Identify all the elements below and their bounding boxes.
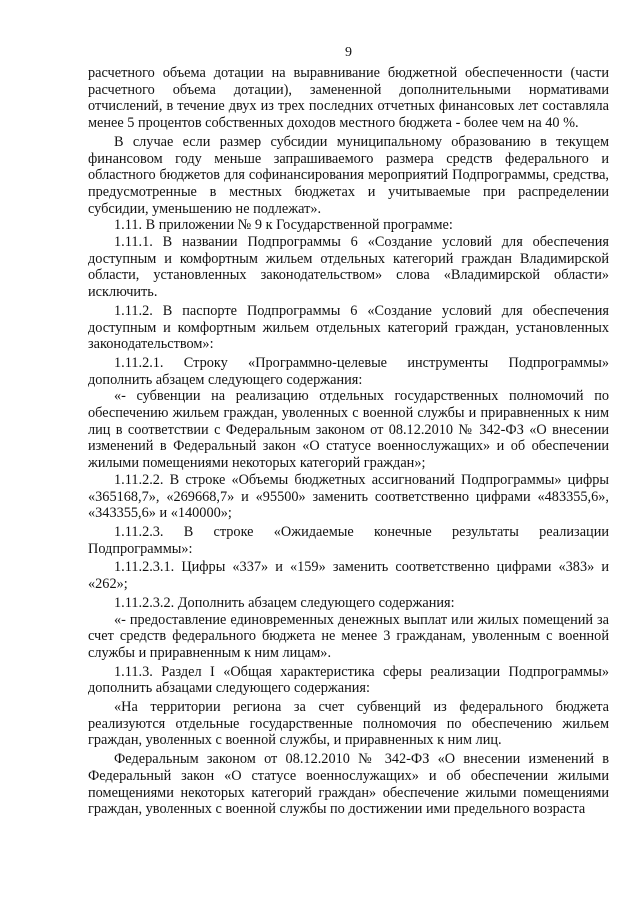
paragraph: 1.11. В приложении № 9 к Государственной программе: — [114, 217, 453, 234]
paragraph: 1.11.2.1. Строку «Программно-целевые инструменты Подпрограммы» дополнить абзацем следующего содержания: — [88, 354, 609, 388]
paragraph: «- субвенции на реализацию отдельных государственных полномочий по обеспечению жильем граждан, уволенных с военной службы и приравненных к ним лиц в соответствии с Федеральным законом от 08.12.2010 № 342-ФЗ «О внесении изменений в Федеральный закон «О статусе военнослужащих» и об обеспечении жилыми помещениями некоторых категорий граждан»; — [88, 388, 609, 472]
paragraph: 1.11.2.3. В строке «Ожидаемые конечные результаты реализации Подпрограммы»: — [88, 523, 609, 557]
paragraph: 1.11.2.3.2. Дополнить абзацем следующего содержания: — [114, 594, 455, 611]
paragraph: В случае если размер субсидии муниципальному образованию в текущем финансовом году меньше запрашиваемого размера средств федерального и областного бюджетов для софинансирования мероприятий Подпрограммы, средства, предусмотренные в местных бюджетах и учитываемые при распределении субсидии, уменьшению не подлежат». — [88, 133, 609, 217]
paragraph: расчетного объема дотации на выравнивание бюджетной обеспеченности (части расчетного объема дотации), замененной дополнительными нормативами отчислений, в течение двух из трех последних отчетных финансовых лет составляла менее 5 процентов собственных доходов местного бюджета - более чем на 40 %. — [88, 65, 609, 132]
page-number: 9 — [345, 45, 352, 60]
document-body — [88, 65, 609, 818]
paragraph: 1.11.1. В названии Подпрограммы 6 «Создание условий для обеспечения доступным и комфортным жильем отдельных категорий граждан Владимирской области, установленных законодательством» слова «Владимирской области» исключить. — [88, 234, 609, 301]
paragraph: «- предоставление единовременных денежных выплат или жилых помещений за счет средств федерального бюджета не менее 3 гражданам, уволенным с военной службы и приравненным к ним лицам». — [88, 611, 609, 661]
paragraph: 1.11.2.2. В строке «Объемы бюджетных ассигнований Подпрограммы» цифры «365168,7», «269668,7» и «95500» заменить соответственно цифрами «483355,6», «343355,6» и «140000»; — [88, 471, 609, 522]
paragraph: 1.11.2. В паспорте Подпрограммы 6 «Создание условий для обеспечения доступным и комфортным жильем отдельных категорий граждан, установленных законодательством»: — [88, 302, 609, 353]
paragraph: 1.11.3. Раздел I «Общая характеристика сферы реализации Подпрограммы» дополнить абзацами следующего содержания: — [88, 663, 609, 697]
paragraph: «На территории региона за счет субвенций из федерального бюджета реализуются отдельные государственные полномочия по обеспечению жильем граждан, уволенных с военной службы, и приравненных к ним лиц. — [88, 699, 609, 749]
paragraph: Федеральным законом от 08.12.2010 № 342-ФЗ «О внесении изменений в Федеральный закон «О статусе военнослужащих» и об обеспечении жилыми помещениями некоторых категорий граждан» обеспечение жилыми помещениями граждан, уволенных с военной службы по достижении ими предельного возраста — [88, 751, 609, 818]
paragraph: 1.11.2.3.1. Цифры «337» и «159» заменить соответственно цифрами «383» и «262»; — [88, 559, 609, 593]
